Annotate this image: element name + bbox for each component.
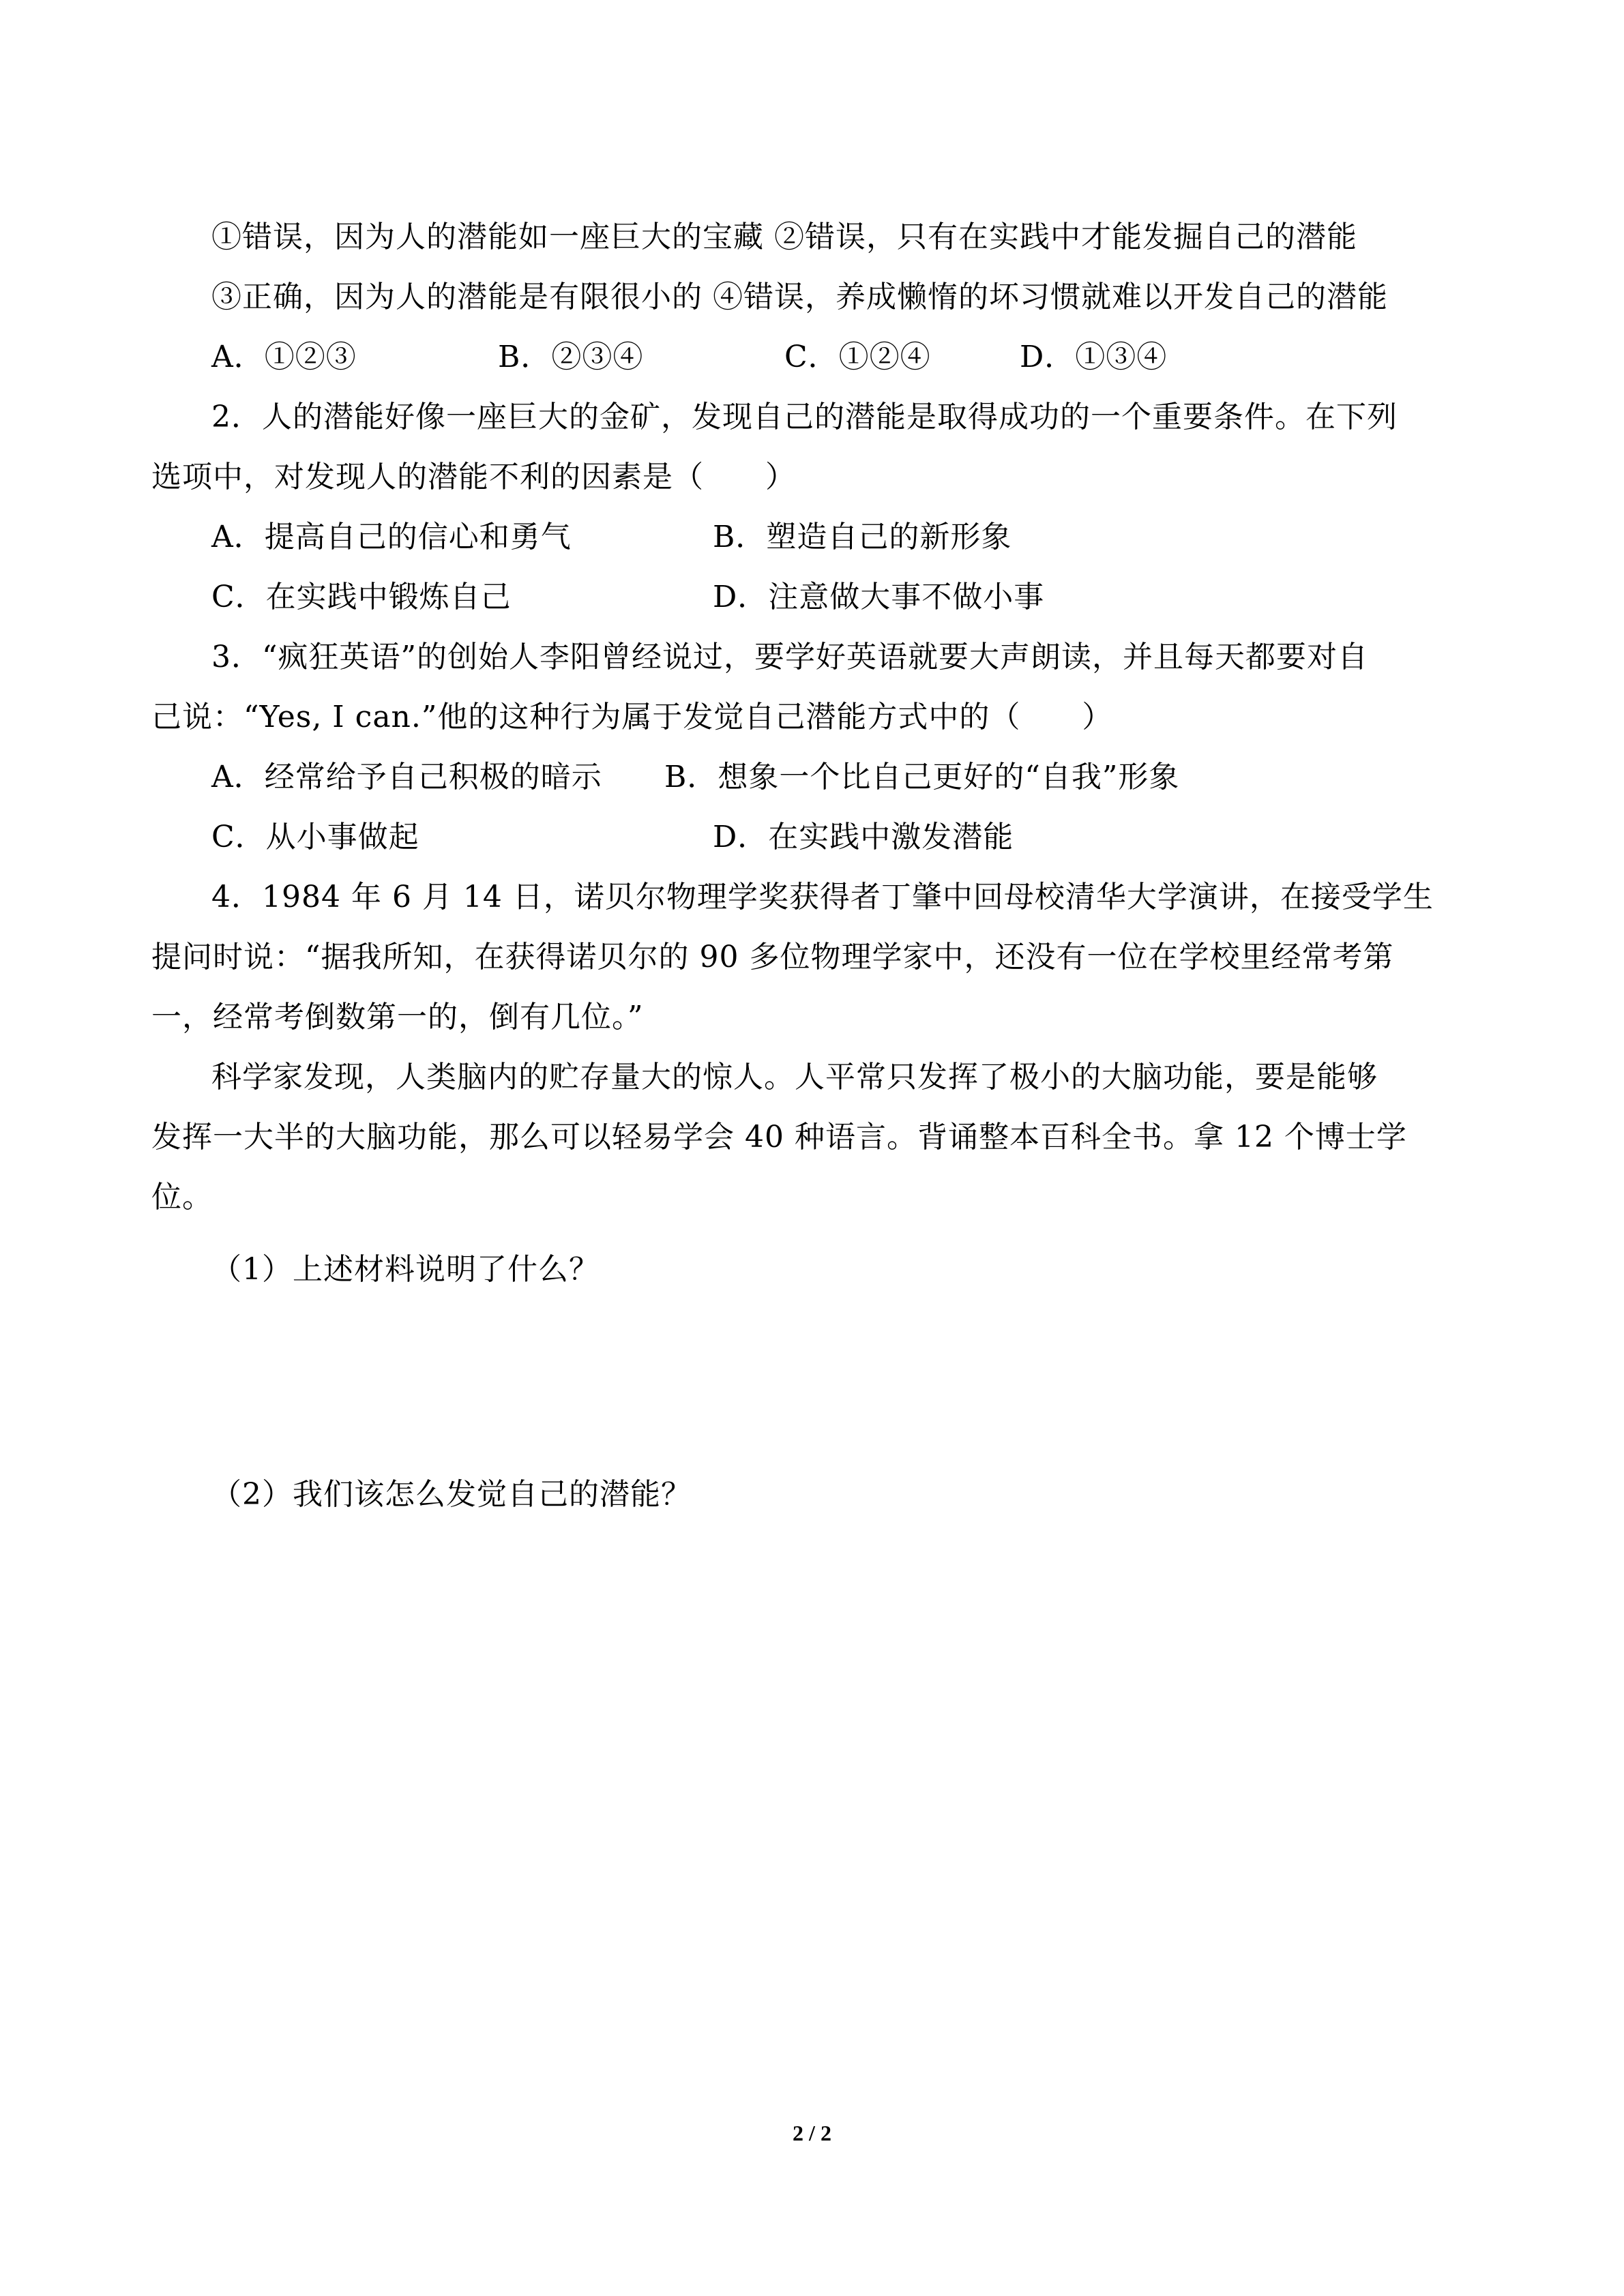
q1-statement-2: ③正确，因为人的潜能是有限很小的 ④错误，养成懒惰的坏习惯就难以开发自己的潜能 [211,280,1388,314]
q1-option-a: A．①②③ [211,340,357,374]
q2-option-c: C．在实践中锻炼自己 [211,580,512,614]
q4-sub-question-1: （1）上述材料说明了什么？ [211,1252,600,1287]
q1-option-c: C．①②④ [784,340,931,374]
q3-option-c: C．从小事做起 [211,820,419,854]
q4-para1-line-3: 一，经常考倒数第一的，倒有几位。” [151,1000,644,1034]
q4-para1-line-1: 4．1984 年 6 月 14 日，诺贝尔物理学奖获得者丁肇中回母校清华大学演讲，在接受学生 [211,880,1434,914]
q4-sub-question-2: （2）我们该怎么发觉自己的潜能？ [211,1477,692,1512]
q2-stem-line-2: 选项中，对发现人的潜能不利的因素是（ ） [151,460,796,494]
q3-option-d: D．在实践中激发潜能 [713,820,1014,854]
answer-space-1 [151,1300,1475,1416]
q4-para2-line-1: 科学家发现，人类脑内的贮存量大的惊人。人平常只发挥了极小的大脑功能，要是能够 [211,1060,1378,1094]
q1-option-d: D．①③④ [1020,340,1168,374]
q3-options-row-2 [151,807,1475,867]
q4-para1-line-2: 提问时说：“据我所知，在获得诺贝尔的 90 多位物理学家中，还没有一位在学校里经常考第 [151,940,1394,974]
q3-option-a: A．经常给予自己积极的暗示 [211,760,602,794]
document-body [151,207,1475,1525]
q2-stem-line-1: 2．人的潜能好像一座巨大的金矿，发现自己的潜能是取得成功的一个重要条件。在下列 [211,400,1398,434]
q3-stem-line-1: 3．“疯狂英语”的创始人李阳曾经说过，要学好英语就要大声朗读，并且每天都要对自 [211,640,1368,674]
q4-para2-line-2: 发挥一大半的大脑功能，那么可以轻易学会 40 种语言。背诵整本百科全书。拿 12 个博士学 [151,1120,1407,1154]
q2-option-b: B．塑造自己的新形象 [713,520,1012,554]
q1-options [151,327,1475,387]
q1-option-b: B．②③④ [498,340,644,374]
q2-option-a: A．提高自己的信心和勇气 [211,520,572,554]
q2-option-d: D．注意做大事不做小事 [713,580,1045,614]
page-number: 2 / 2 [793,2121,831,2145]
q2-options-row-1 [151,507,1475,567]
q4-para2-line-3: 位。 [151,1180,213,1214]
q3-option-b: B．想象一个比自己更好的“自我”形象 [664,760,1180,794]
q3-options-row-1 [151,747,1475,807]
q2-options-row-2 [151,567,1475,627]
q1-statement-1: ①错误，因为人的潜能如一座巨大的宝藏 ②错误，只有在实践中才能发掘自己的潜能 [211,220,1357,254]
q3-stem-line-2: 己说：“Yes, I can.”他的这种行为属于发觉自己潜能方式中的（ ） [151,700,1113,734]
